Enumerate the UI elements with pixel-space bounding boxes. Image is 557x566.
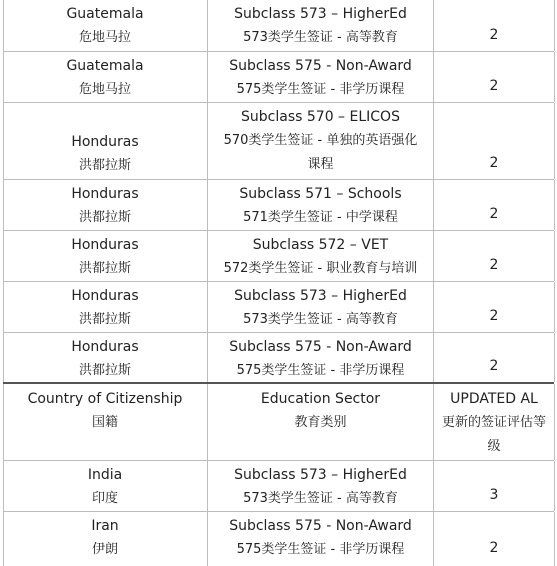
header-level-en: UPDATED AL (450, 391, 538, 407)
country-name-cn: 危地马拉 (78, 30, 131, 45)
sector-line: Subclass 575 - Non-Award (229, 58, 412, 74)
header-country-en: Country of Citizenship (27, 391, 183, 407)
sector-line: 575类学生签证 - 非学历课程 (236, 363, 405, 378)
table-row (3, 461, 554, 512)
country-cell (3, 282, 207, 332)
table-row (3, 0, 554, 52)
country-cell (3, 461, 207, 511)
assessment-level-value: 2 (489, 155, 499, 171)
sector-line: 573类学生签证 - 高等教育 (243, 491, 398, 506)
sector-line: 573类学生签证 - 高等教育 (243, 312, 398, 327)
header-sector-cn: 教育类别 (294, 415, 347, 430)
country-name-cn: 伊朗 (91, 542, 118, 557)
assessment-level-value: 2 (489, 206, 499, 222)
sector-cell (208, 52, 433, 102)
assessment-level-value: 2 (489, 308, 499, 324)
header-level (434, 384, 554, 460)
level-cell (434, 461, 554, 511)
country-name-en: Honduras (71, 134, 139, 150)
country-name-cn: 危地马拉 (78, 82, 131, 97)
country-name-en: Honduras (71, 186, 139, 202)
assessment-level-value: 2 (489, 358, 499, 374)
country-name-en: Honduras (71, 237, 139, 253)
table-row (3, 103, 554, 180)
country-cell (3, 512, 207, 566)
level-cell (434, 512, 554, 566)
level-cell (434, 103, 554, 179)
table-row (3, 52, 554, 103)
header-sector (208, 384, 433, 460)
assessment-level-value: 2 (489, 540, 499, 556)
country-cell (3, 103, 207, 179)
country-cell (3, 333, 207, 382)
country-name-cn: 印度 (91, 491, 118, 506)
sector-line: 571类学生签证 - 中学课程 (243, 210, 398, 225)
country-name-cn: 洪都拉斯 (78, 210, 131, 225)
sector-line: 575类学生签证 - 非学历课程 (236, 542, 405, 557)
country-name-cn: 洪都拉斯 (78, 158, 131, 173)
assessment-level-value: 2 (489, 257, 499, 273)
country-name-en: Guatemala (66, 58, 144, 74)
header-level-cn: 更新的签证评估等 (441, 415, 546, 430)
sector-line: 570类学生签证 - 单独的英语强化 (223, 133, 418, 148)
header-level-cn: 级 (487, 439, 501, 454)
header-sector-en: Education Sector (260, 391, 381, 407)
country-name-en: Iran (91, 518, 119, 534)
sector-line: Subclass 575 - Non-Award (229, 339, 412, 355)
country-name-cn: 洪都拉斯 (78, 363, 131, 378)
level-cell (434, 0, 554, 51)
sector-line: Subclass 571 – Schools (239, 186, 402, 202)
country-cell (3, 0, 207, 51)
country-cell (3, 52, 207, 102)
sector-cell (208, 231, 433, 281)
sector-cell (208, 282, 433, 332)
table-row (3, 180, 554, 231)
sector-line: Subclass 572 – VET (252, 237, 389, 253)
header-country-cn: 国籍 (91, 415, 118, 430)
sector-line: 573类学生签证 - 高等教育 (243, 30, 398, 45)
table-row (3, 333, 554, 384)
sector-line: Subclass 573 – HigherEd (234, 288, 407, 304)
level-cell (434, 52, 554, 102)
sector-cell (208, 512, 433, 566)
country-name-cn: 洪都拉斯 (78, 312, 131, 327)
assessment-level-value: 3 (489, 487, 499, 503)
country-name-en: Honduras (71, 288, 139, 304)
table-row (3, 282, 554, 333)
level-cell (434, 282, 554, 332)
sector-line: Subclass 573 – HigherEd (234, 6, 407, 22)
country-name-en: India (87, 467, 123, 483)
assessment-level-value: 2 (489, 78, 499, 94)
country-name-en: Honduras (71, 339, 139, 355)
header-country (3, 384, 207, 460)
sector-line: Subclass 575 - Non-Award (229, 518, 412, 534)
sector-cell (208, 0, 433, 51)
level-cell (434, 231, 554, 281)
table-header-row (3, 384, 554, 461)
table-row (3, 231, 554, 282)
country-name-en: Guatemala (66, 6, 144, 22)
country-cell (3, 180, 207, 230)
level-cell (434, 333, 554, 382)
sector-line: 575类学生签证 - 非学历课程 (236, 82, 405, 97)
level-cell (434, 180, 554, 230)
country-name-cn: 洪都拉斯 (78, 261, 131, 276)
assessment-level-value: 2 (489, 27, 499, 43)
sector-line: 572类学生签证 - 职业教育与培训 (223, 261, 418, 276)
sector-cell (208, 180, 433, 230)
country-cell (3, 231, 207, 281)
sector-line: 课程 (307, 157, 334, 172)
sector-cell (208, 103, 433, 179)
sector-line: Subclass 573 – HigherEd (234, 467, 407, 483)
sector-line: Subclass 570 – ELICOS (241, 109, 400, 125)
table-row (3, 512, 554, 566)
sector-cell (208, 461, 433, 511)
sector-cell (208, 333, 433, 382)
